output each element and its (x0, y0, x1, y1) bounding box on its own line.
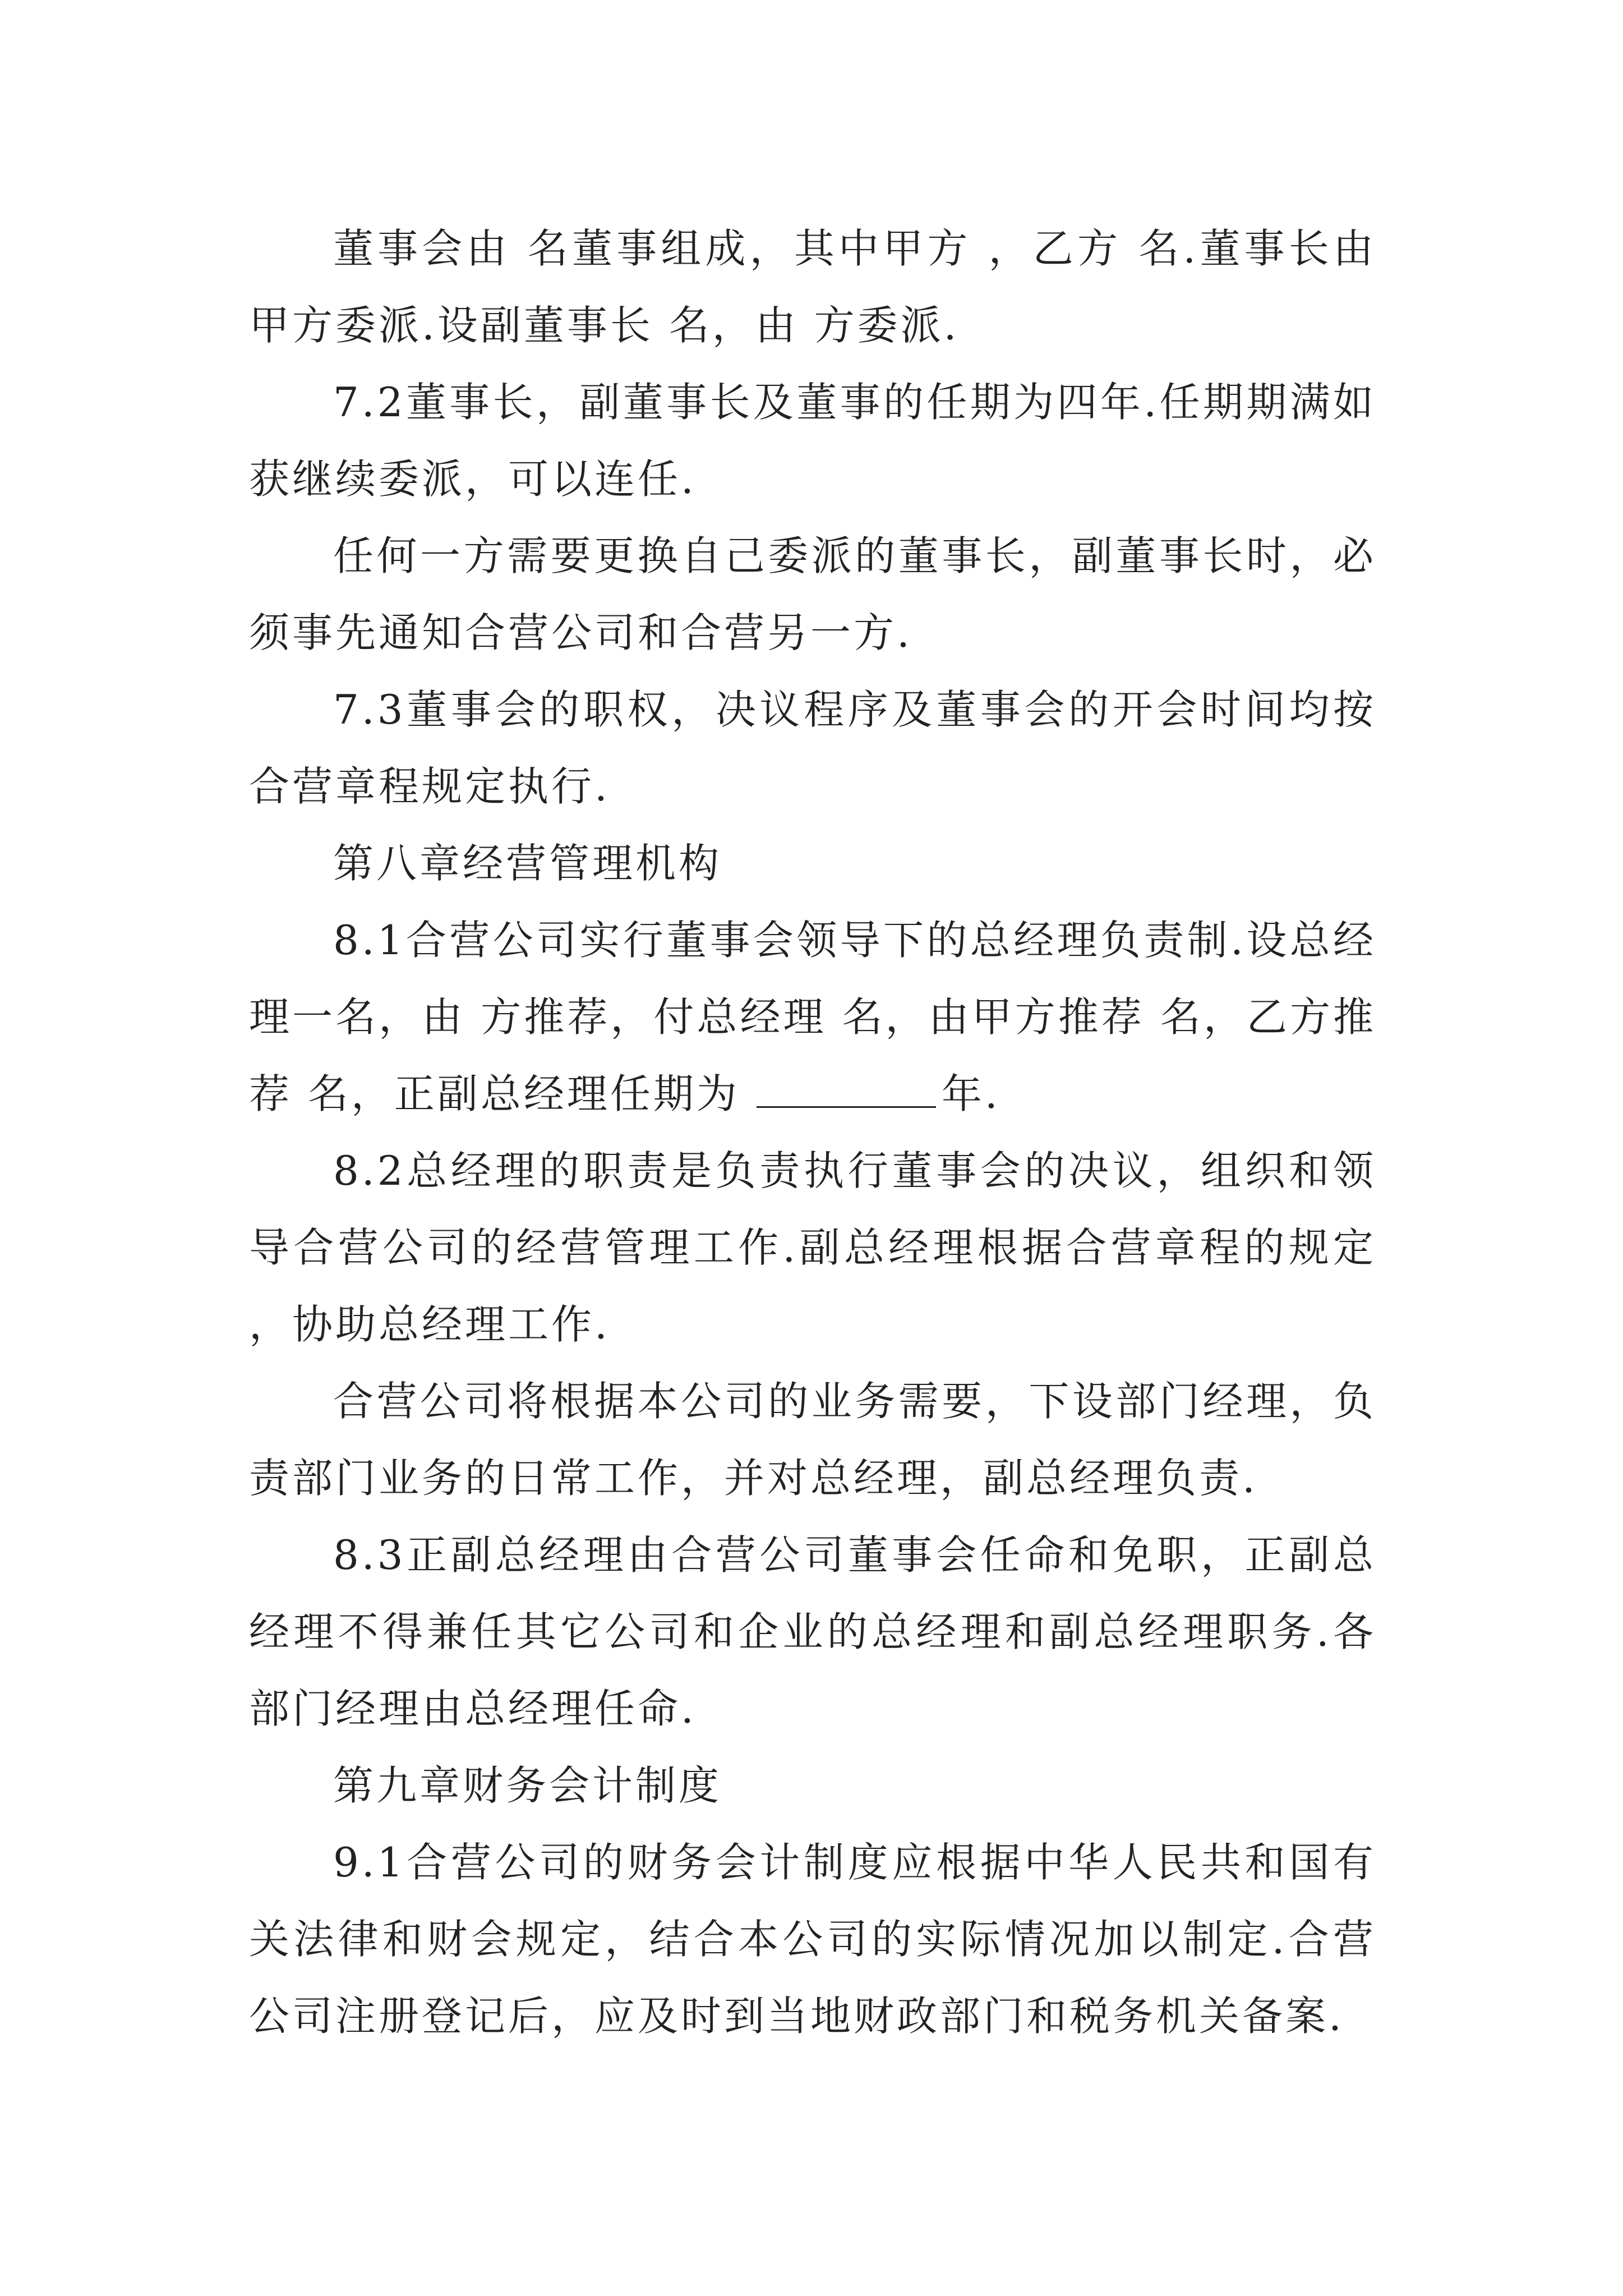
paragraph-8-1-general-manager (249, 902, 1376, 1133)
chapter-heading-8: 第八章经营管理机构 (333, 840, 722, 887)
chapter-heading-9: 第九章财务会计制度 (333, 1762, 722, 1809)
paragraph-board-composition: 董事会由 名董事组成，其中甲方 ，乙方 名.董事长由甲方委派.设副董事长 名，由 方委派. (249, 225, 1376, 349)
paragraph-department-managers: 合营公司将根据本公司的业务需要，下设部门经理，负责部门业务的日常工作，并对总经理，副总经理负责. (249, 1378, 1376, 1502)
paragraph-replacement-notice: 任何一方需要更换自己委派的董事长，副董事长时，必须事先通知合营公司和合营另一方. (249, 532, 1376, 656)
document-body (249, 210, 1376, 2055)
fill-in-blank-line (757, 1070, 936, 1108)
paragraph-8-3-appointment: 8.3正副总经理由合营公司董事会任命和免职，正副总经理不得兼任其它公司和企业的总经理和副总经理职务.各部门经理由总经理任命. (249, 1531, 1376, 1732)
paragraph-7-3-powers: 7.3董事会的职权，决议程序及董事会的开会时间均按合营章程规定执行. (249, 686, 1376, 810)
paragraph-8-1-text: 8.1合营公司实行董事会领导下的总经理负责制.设总经理一名，由 方推荐，付总经理 名，由甲方推荐 名，乙方推荐 名，正副总经理任期为 (249, 917, 1376, 1117)
paragraph-8-1-suffix: 年. (941, 1070, 1000, 1117)
paragraph-7-2-term: 7.2董事长，副董事长及董事的任期为四年.任期期满如获继续委派，可以连任. (249, 379, 1376, 503)
paragraph-8-2-duties: 8.2总经理的职责是负责执行董事会的决议，组织和领导合营公司的经营管理工作.副总经理根据合营章程的规定，协助总经理工作. (249, 1147, 1376, 1348)
paragraph-9-1-accounting: 9.1合营公司的财务会计制度应根据中华人民共和国有关法律和财会规定，结合本公司的实际情况加以制定.合营公司注册登记后，应及时到当地财政部门和税务机关备案. (249, 1839, 1376, 2040)
